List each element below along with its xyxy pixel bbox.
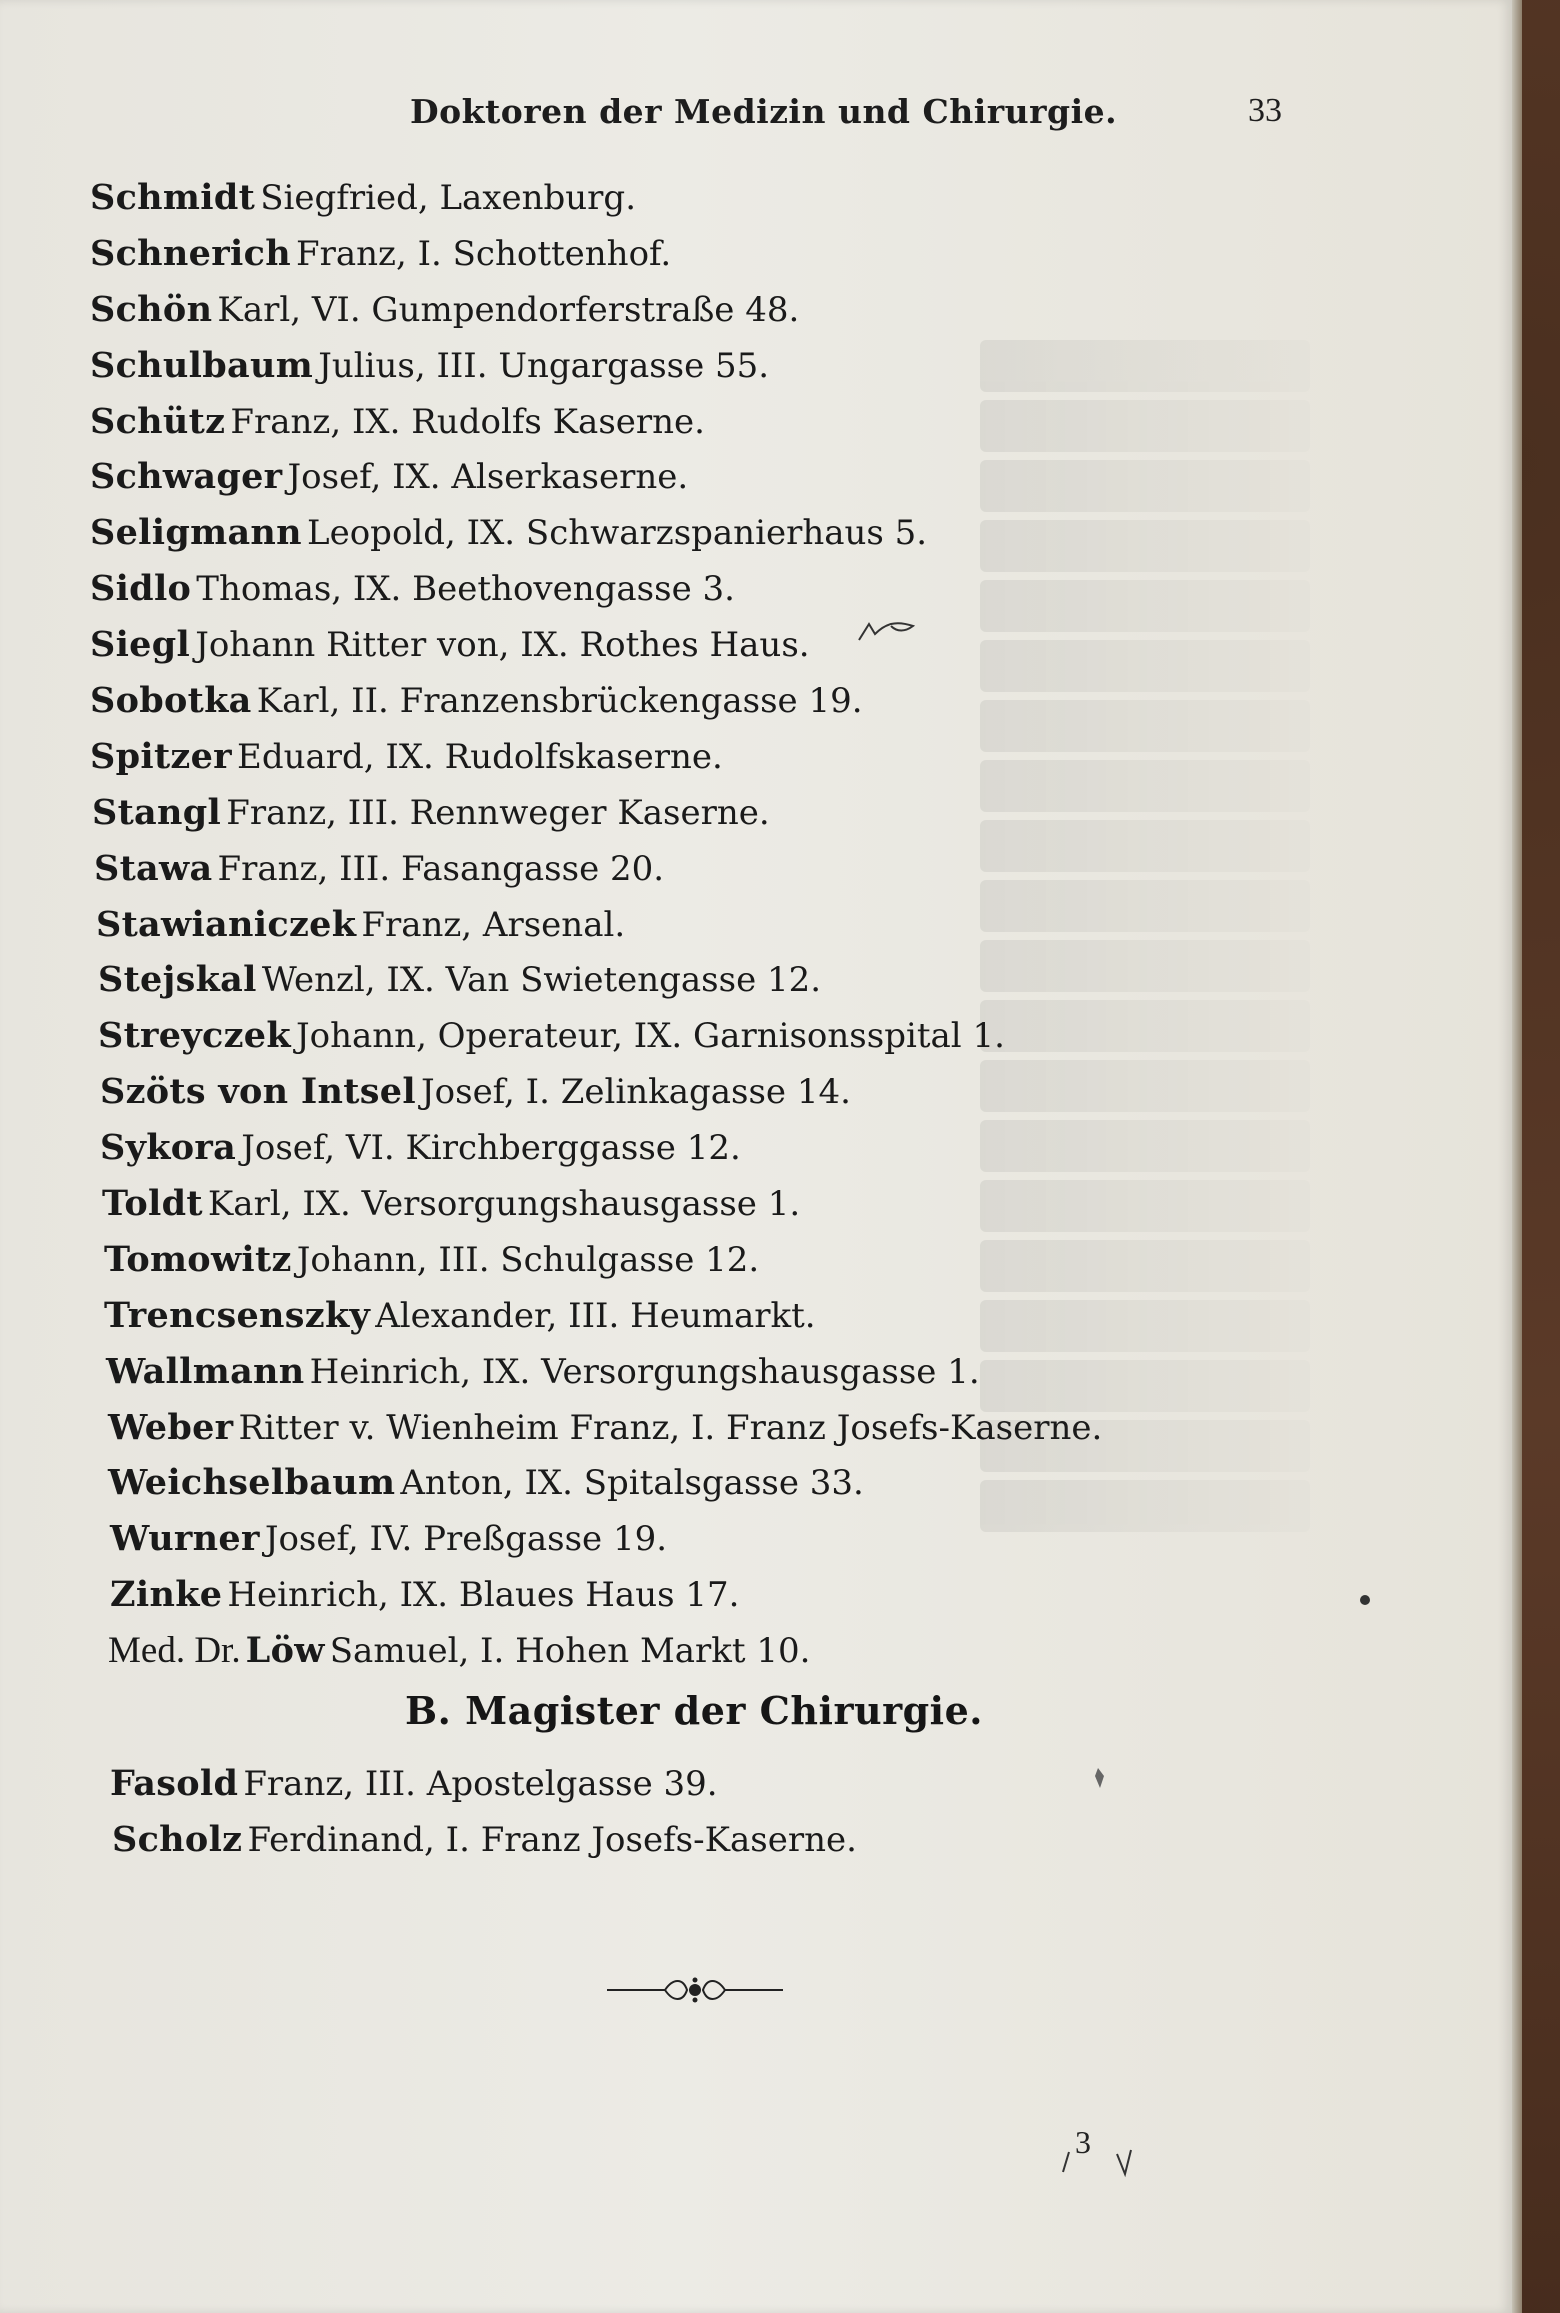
entry-surname: Wurner (110, 1518, 260, 1560)
list-item (0, 449, 1512, 505)
entry-details: Josef, VI. Kirchberggasse 12. (241, 1128, 741, 1169)
entry-surname: Weber (108, 1406, 234, 1448)
list-item (0, 729, 1512, 785)
entry-details: Eduard, IX. Rudolfskaserne. (237, 736, 723, 777)
list-item (0, 1812, 1512, 1868)
entry-surname: Fasold (110, 1763, 239, 1804)
list-item (0, 394, 1512, 450)
section-b-list (0, 1756, 1512, 1868)
entry-surname: Weichselbaum (108, 1462, 396, 1504)
entry-surname: Schmidt (90, 177, 256, 218)
list-item (0, 1344, 1512, 1400)
list-item (0, 338, 1512, 394)
entry-surname: Wallmann (106, 1350, 305, 1392)
entry-details: Siegfried, Laxenburg. (260, 178, 636, 218)
list-item (0, 785, 1512, 841)
section-a-list (0, 170, 1512, 1679)
list-item (0, 1400, 1512, 1456)
entry-surname: Zinke (110, 1574, 223, 1616)
entry-prefix: Med. Dr. (108, 1630, 241, 1672)
entry-surname: Schulbaum (90, 344, 314, 386)
entry-surname: Schütz (90, 400, 226, 442)
list-item (0, 226, 1512, 282)
list-item (0, 1008, 1512, 1064)
entry-surname: Scholz (112, 1818, 243, 1860)
list-item (0, 1623, 1512, 1679)
entry-surname: Toldt (102, 1183, 203, 1225)
entry-surname: Sykora (100, 1127, 237, 1169)
entry-surname: Streyczek (98, 1015, 291, 1057)
entry-details: Heinrich, IX. Blaues Haus 17. (227, 1575, 740, 1616)
entry-details: Wenzl, IX. Van Swietengasse 12. (261, 960, 822, 1001)
entry-details: Franz, III. Rennweger Kaserne. (226, 792, 770, 833)
entry-surname: Schwager (90, 456, 283, 498)
entry-details: Samuel, I. Hohen Markt 10. (329, 1631, 811, 1672)
list-item (0, 170, 1512, 226)
list-item (0, 1064, 1512, 1120)
list-item (0, 282, 1512, 338)
ink-speck (1090, 1766, 1110, 1790)
ornament-divider (605, 1970, 785, 2010)
entry-details: Ferdinand, I. Franz Josefs-Kaserne. (247, 1819, 857, 1860)
entry-details: Franz, III. Fasangasse 20. (217, 848, 665, 889)
list-item (0, 1288, 1512, 1344)
entry-surname: Stawianiczek (96, 903, 357, 945)
entry-details: Julius, III. Ungargasse 55. (318, 345, 770, 386)
list-item (0, 505, 1512, 561)
entry-surname: Schnerich (90, 232, 291, 274)
entry-details: Thomas, IX. Beethovengasse 3. (196, 569, 735, 610)
list-item (0, 1567, 1512, 1623)
list-item (0, 897, 1512, 953)
entry-details: Franz, Arsenal. (361, 904, 626, 945)
running-title: Doktoren der Medizin und Chirurgie. (410, 92, 1118, 131)
entry-surname: Seligmann (90, 512, 302, 554)
list-item (0, 673, 1512, 729)
entry-details: Franz, III. Apostelgasse 39. (243, 1764, 718, 1804)
page-edge (1512, 0, 1522, 2313)
entry-details: Karl, II. Franzensbrückengasse 19. (256, 681, 863, 722)
entry-surname: Szöts von Intsel (100, 1071, 416, 1113)
entry-details: Josef, IX. Alserkaserne. (287, 457, 689, 498)
pencil-mark (1055, 2144, 1145, 2184)
list-item (0, 1511, 1512, 1567)
section-b-heading: B. Magister der Chirurgie. (405, 1688, 984, 1733)
page-number: 33 (1248, 92, 1282, 129)
entry-surname: Sobotka (90, 680, 252, 722)
list-item (0, 1120, 1512, 1176)
list-item (0, 952, 1512, 1008)
entry-details: Alexander, III. Heumarkt. (375, 1295, 816, 1336)
entry-surname: Trencsenszky (104, 1294, 371, 1336)
ink-speck (1355, 1590, 1375, 1610)
list-item (0, 1756, 1512, 1812)
entry-surname: Löw (245, 1630, 325, 1672)
entry-details: Karl, VI. Gumpendorferstraße 48. (217, 289, 800, 330)
entry-surname: Spitzer (90, 735, 232, 777)
entry-details: Franz, I. Schottenhof. (296, 233, 672, 274)
list-item (0, 1455, 1512, 1511)
entry-surname: Sidlo (90, 568, 192, 610)
entry-details: Johann, III. Schulgasse 12. (296, 1239, 760, 1280)
entry-details: Franz, IX. Rudolfs Kaserne. (230, 401, 705, 442)
entry-surname: Schön (90, 288, 213, 330)
entry-details: Johann Ritter von, IX. Rothes Haus. (195, 625, 810, 666)
entry-surname: Siegl (90, 624, 191, 666)
page-header (0, 92, 1512, 142)
entry-details: Josef, IV. Preßgasse 19. (264, 1519, 668, 1560)
entry-surname: Stejskal (98, 959, 257, 1001)
entry-details: Josef, I. Zelinkagasse 14. (421, 1072, 851, 1113)
list-item (0, 1176, 1512, 1232)
list-item (0, 841, 1512, 897)
list-item (0, 561, 1512, 617)
entry-surname: Tomowitz (104, 1238, 292, 1280)
list-item (0, 1232, 1512, 1288)
signature-mark: 3 (1075, 2124, 1091, 2160)
entry-details: Karl, IX. Versorgungshausgasse 1. (207, 1184, 801, 1225)
entry-details: Ritter v. Wienheim Franz, I. Franz Josefs-Kaserne. (238, 1407, 1103, 1448)
entry-details: Johann, Operateur, IX. Garnisonsspital 1. (296, 1016, 1005, 1057)
entry-surname: Stangl (92, 791, 222, 833)
entry-details: Leopold, IX. Schwarzspanierhaus 5. (307, 513, 928, 554)
entry-surname: Stawa (94, 847, 213, 889)
pencil-mark (855, 610, 925, 650)
entry-details: Heinrich, IX. Versorgungshausgasse 1. (309, 1351, 980, 1392)
entry-details: Anton, IX. Spitalsgasse 33. (400, 1463, 864, 1504)
list-item (0, 617, 1512, 673)
